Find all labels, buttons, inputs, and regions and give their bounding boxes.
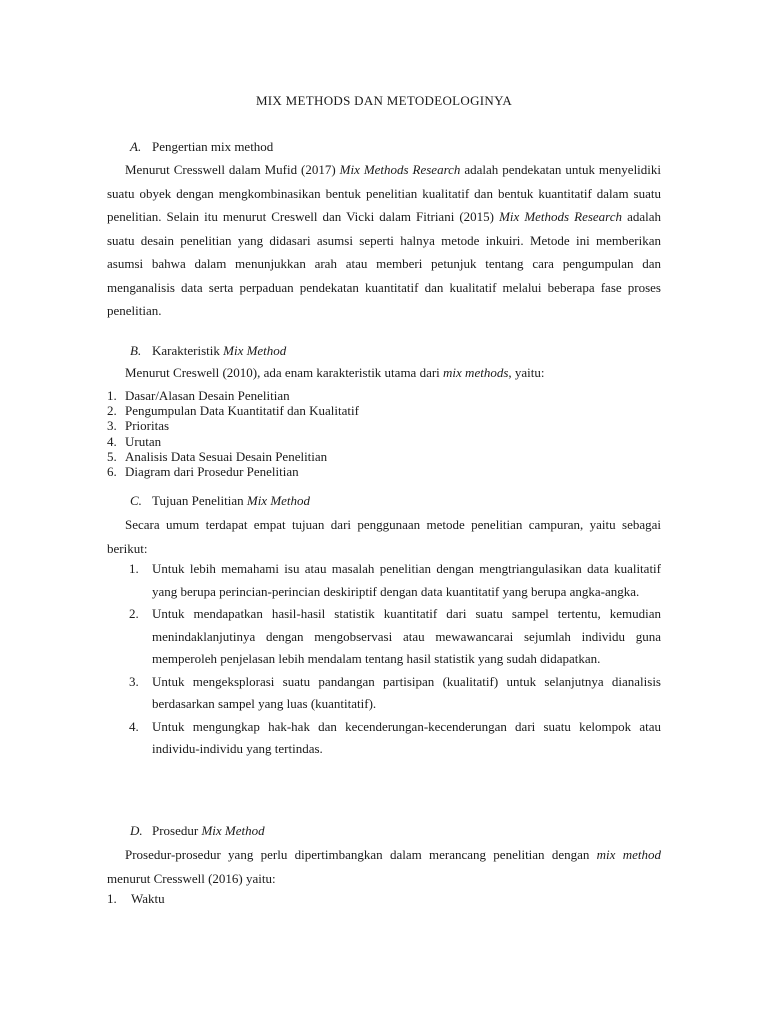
section-a-paragraph — [107, 158, 661, 323]
para-text: Menurut Cresswell dalam Mufid (2017) — [125, 162, 336, 177]
para-italic-term: Mix Methods Research — [499, 209, 623, 224]
list-item-text: Untuk lebih memahami isu atau masalah penelitian dengan mengtriangulasikan data kualitatif yang berupa perincian-perincian deskiriptif dengan data kuantitatif yang berupa angka-angka. — [152, 561, 661, 599]
list-item — [107, 891, 165, 907]
section-c-letter: C. — [130, 493, 142, 508]
list-item — [129, 716, 661, 761]
list-item — [107, 464, 661, 479]
section-a-heading — [130, 139, 273, 155]
section-d-heading — [130, 823, 265, 839]
intro-text: , yaitu: — [508, 365, 545, 380]
list-item — [129, 558, 661, 603]
list-item-text: Analisis Data Sesuai Desain Penelitian — [125, 448, 328, 464]
para-text: adalah suatu desain penelitian yang didasari asumsi seperti halnya metode inkuiri. Metode ini memberikan asumsi bahwa dalam menunjukkan arah atau memberi petunjuk tentang cara pengumpulan dan menganalisis data serta perpaduan pendekatan kuantitatif dan kualitatif melalui beberapa fase proses penelitian. — [107, 209, 661, 318]
section-c-heading — [130, 493, 310, 509]
list-item-number: 1. — [129, 561, 139, 576]
list-item-number: 2. — [107, 403, 117, 419]
list-item-text: Untuk mendapatkan hasil-hasil statistik kuantitatif dari suatu sampel tertentu, kemudian menindaklanjutinya dengan mengobservasi atau mewawancarai sejumlah individu guna memperoleh penjelasan lebih mendalam tentang hasil statistik yang sudah didapatkan. — [152, 606, 661, 666]
intro-italic-term: mix methods — [443, 365, 509, 380]
para-text: adalah pendekatan untuk menyelidiki suatu obyek dengan mengkombinasikan bentuk penelitian kualitatif dan bentuk kuantitatif dalam suatu penelitian. Selain itu menurut Creswell dan Vicki dalam Fitriani (2015) — [107, 162, 662, 224]
list-item-number: 6. — [107, 464, 117, 480]
section-b-intro — [125, 365, 545, 381]
list-item-number: 1. — [107, 891, 117, 906]
list-item-text: Untuk mengungkap hak-hak dan kecenderungan-kecenderungan dari suatu kelompok atau individu-individu yang tertindas. — [152, 718, 661, 756]
intro-text: menurut Cresswell (2016) yaitu: — [107, 870, 276, 886]
section-b-heading — [130, 343, 286, 359]
list-item — [107, 403, 661, 418]
section-d-heading-italic: Mix Method — [201, 823, 265, 838]
characteristics-list — [107, 388, 661, 479]
section-d-intro — [107, 843, 661, 890]
list-item-number: 1. — [107, 388, 117, 403]
section-d-heading-text: Prosedur — [152, 823, 202, 838]
section-c-heading-text: Tujuan Penelitian — [152, 493, 247, 508]
section-a-heading-text: Pengertian mix method — [152, 139, 274, 154]
list-item-number: 3. — [129, 673, 139, 689]
section-d-letter: D. — [130, 823, 143, 838]
list-item-number: 3. — [107, 418, 117, 434]
list-item-text: Pengumpulan Data Kuantitatif dan Kualitatif — [125, 403, 359, 419]
document-title: MIX METHODS DAN METODEOLOGINYA — [255, 93, 513, 108]
section-c-heading-italic: Mix Method — [246, 493, 311, 508]
list-item-number: 4. — [129, 718, 139, 734]
list-item-text: Untuk mengeksplorasi suatu pandangan partisipan (kualitatif) untuk selanjutnya dianalisis berdasarkan sampel yang luas (kuantitatif). — [152, 673, 661, 711]
list-item-text: Diagram dari Prosedur Penelitian — [125, 464, 299, 480]
list-item-number: 2. — [129, 606, 139, 621]
list-item-text: Prioritas — [125, 418, 170, 434]
list-item-number: 4. — [107, 433, 117, 449]
list-item — [129, 671, 661, 716]
procedures-list — [107, 891, 165, 907]
intro-text: Menurut Creswell (2010), ada enam karakteristik utama dari — [125, 365, 444, 380]
intro-text: Prosedur-prosedur yang perlu dipertimbangkan dalam merancang penelitian dengan — [125, 847, 597, 862]
list-item — [129, 603, 661, 671]
section-b-heading-italic: Mix Method — [223, 343, 287, 358]
list-item — [107, 434, 661, 449]
list-item-number: 5. — [107, 448, 117, 464]
list-item-text: Dasar/Alasan Desain Penelitian — [125, 388, 290, 403]
section-c-intro: Secara umum terdapat empat tujuan dari penggunaan metode penelitian campuran, yaitu sebagai berikut: — [107, 517, 661, 556]
section-b-heading-text: Karakteristik — [152, 343, 224, 358]
para-italic-term: Mix Methods Research — [339, 162, 461, 177]
section-a-letter: A. — [130, 139, 142, 154]
objectives-list — [129, 558, 661, 761]
list-item — [107, 449, 661, 464]
list-item — [107, 418, 661, 433]
list-item-text: Urutan — [125, 433, 162, 449]
list-item — [107, 388, 661, 403]
list-item-text: Waktu — [131, 891, 165, 906]
section-b-letter: B. — [130, 343, 142, 358]
intro-italic-term: mix method — [596, 847, 661, 862]
